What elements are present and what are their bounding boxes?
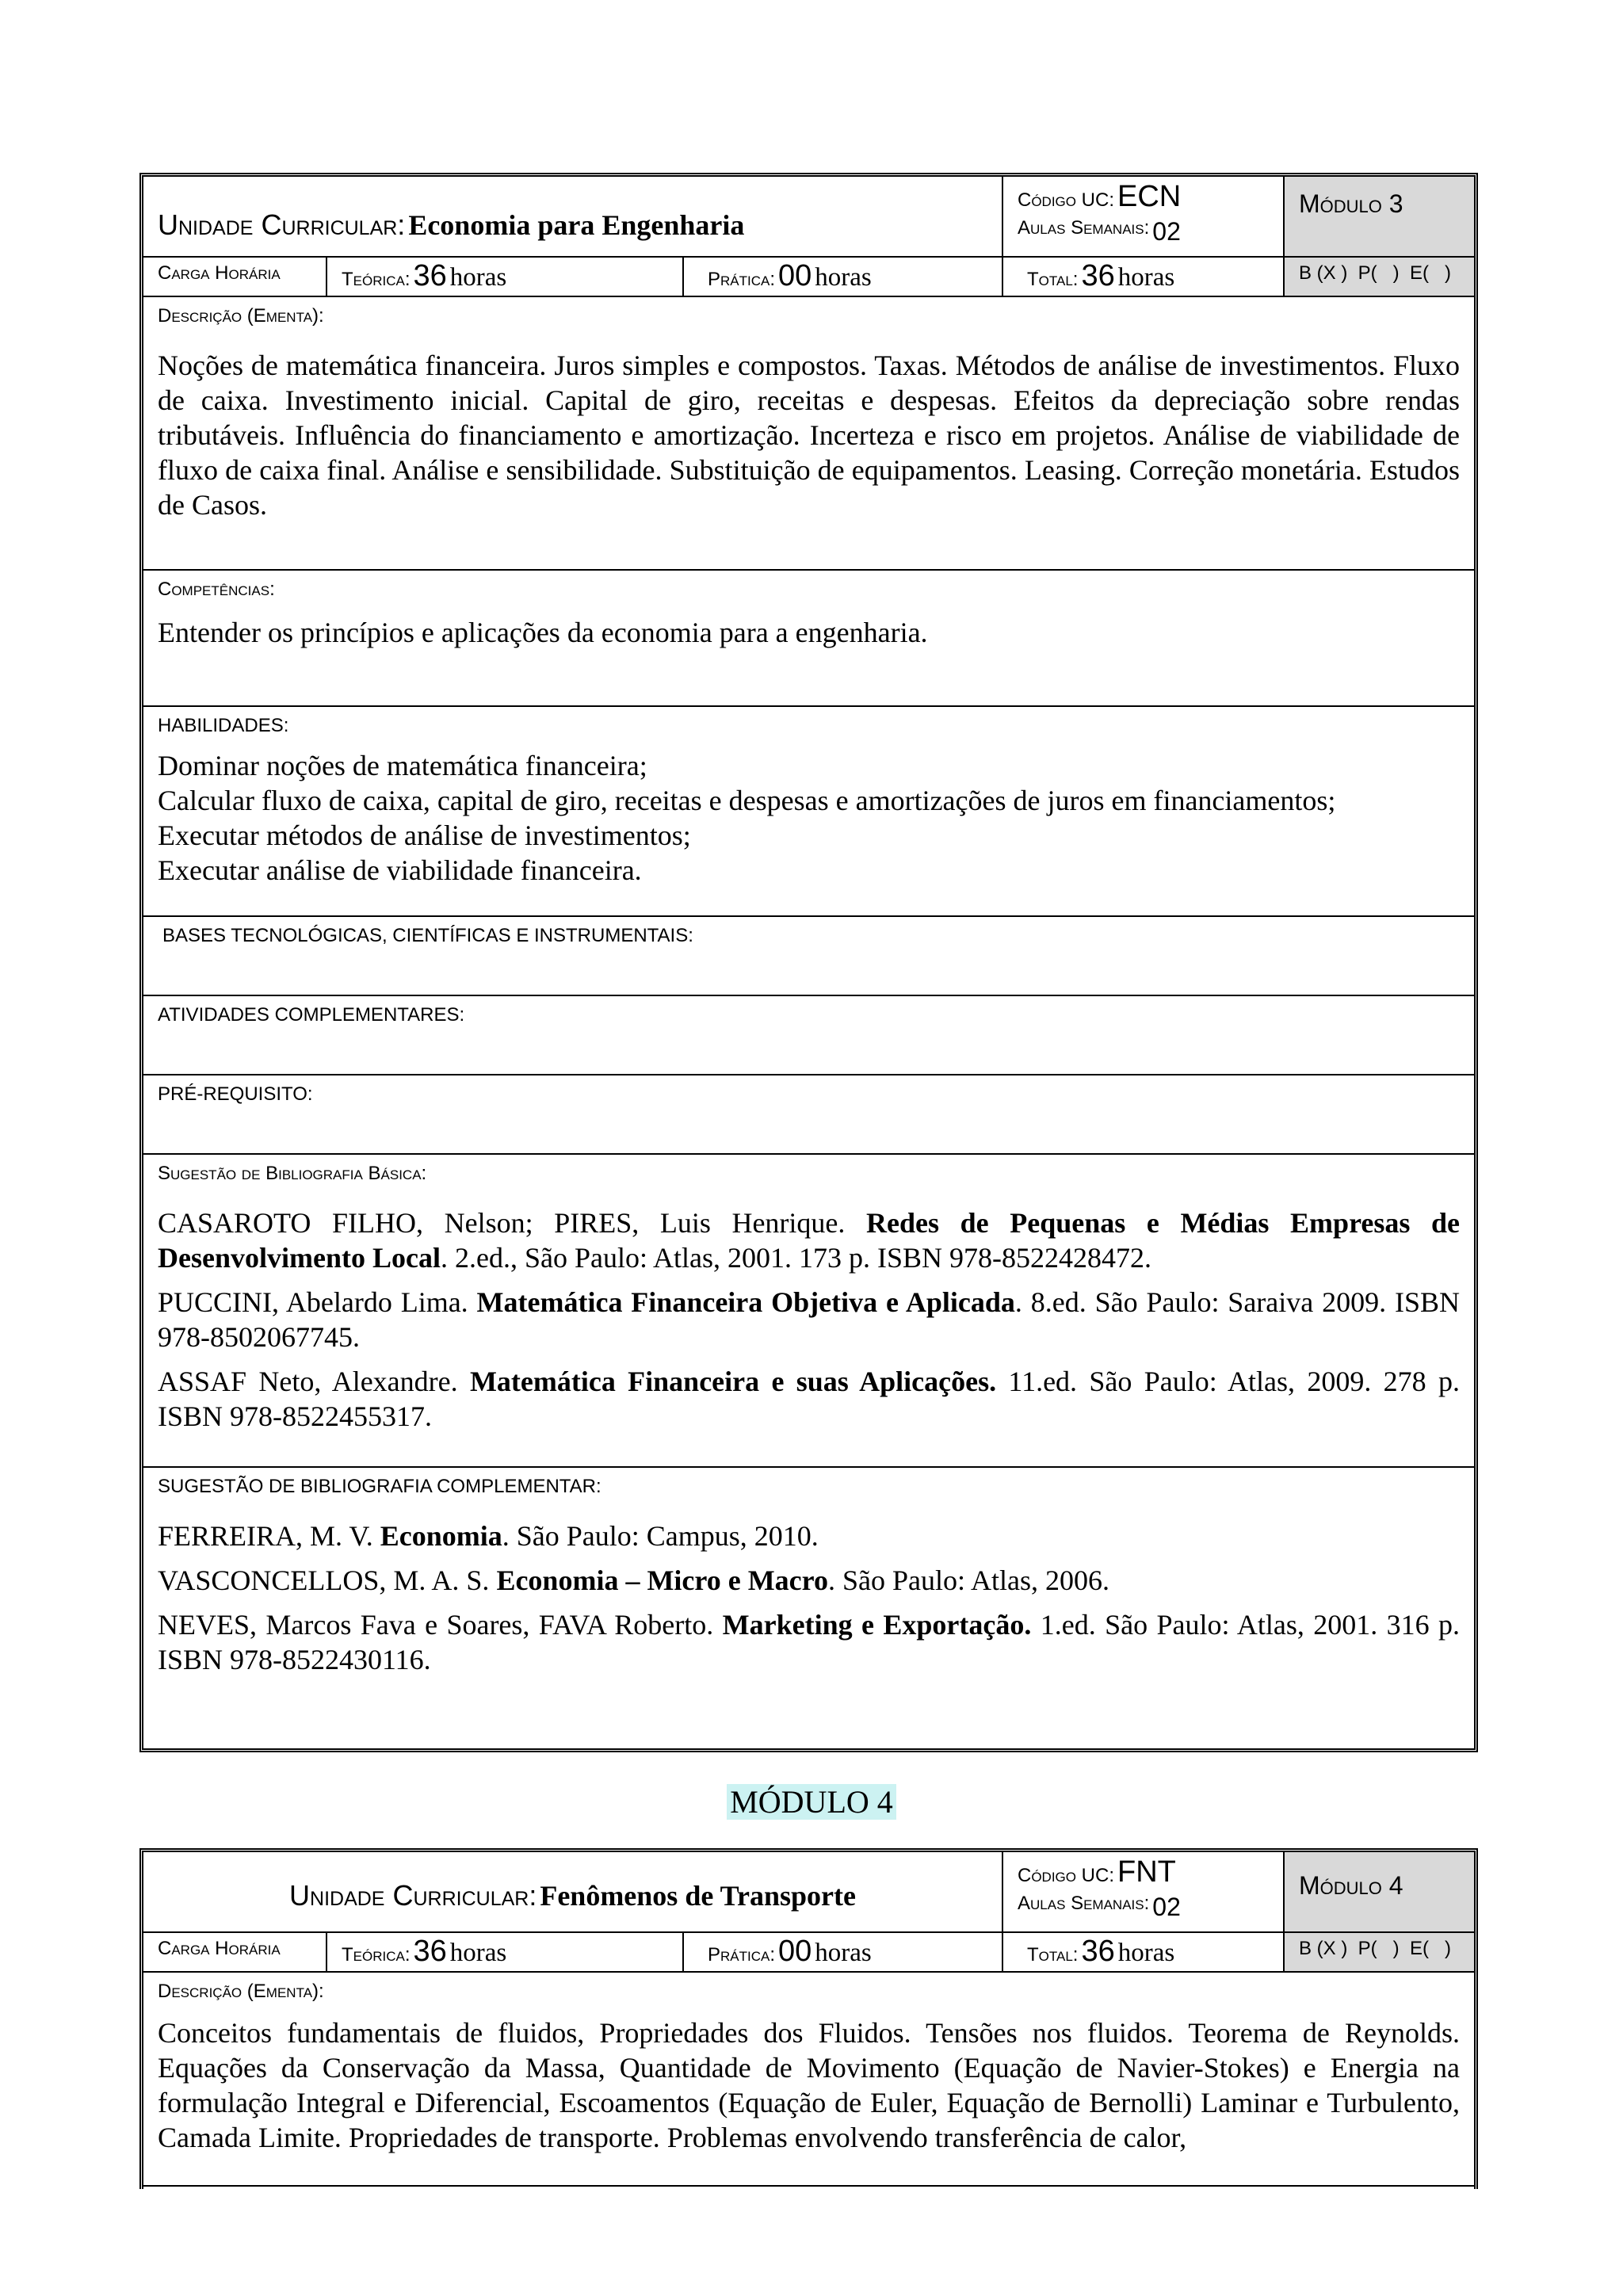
uc-label: Unidade Curricular: [158, 208, 406, 241]
habilidades-list [158, 748, 1460, 888]
total-number: 36 [1081, 259, 1115, 292]
total-cell [1003, 1933, 1285, 1971]
teorica-cell [327, 258, 684, 296]
teorica-number: 36 [413, 1935, 447, 1968]
aulas-label: Aulas Semanais: [1018, 217, 1150, 239]
reference-item: ASSAF Neto, Alexandre. Matemática Financeira e suas Aplicações. 11.ed. São Paulo: Atlas, 2009. 278 p. ISBN 978-8522455317. [158, 1366, 1460, 1432]
descricao-text: Noções de matemática financeira. Juros simples e compostos. Taxas. Métodos de análise de investimentos. Fluxo de caixa. Investimento inicial. Capital de giro, receitas e despesas. Efeitos da depreciação sobre rendas tributáveis. Influência do financiamento e amortização. Incerteza e risco em projetos. Análise de viabilidade de fluxo de caixa final. Análise e sensibilidade. Substituição de equipamentos. Leasing. Correção monetária. Estudos de Casos. [158, 350, 1460, 521]
total-label: Total: [1027, 1944, 1079, 1966]
atividades-section [143, 996, 1474, 1075]
codigo-value: FNT [1117, 1855, 1176, 1889]
bibliografia-complementar-list [158, 1519, 1460, 1677]
bpe-cell [1285, 1933, 1474, 1971]
habilidade-item: Executar análise de viabilidade financeira. [158, 854, 642, 886]
module4-table [139, 1848, 1478, 2189]
bpe-indicator: B (X ) P( ) E( ) [1299, 1938, 1451, 1959]
prerequisito-label: PRÉ-REQUISITO: [158, 1083, 313, 1105]
bibliografia-complementar-section [143, 1468, 1474, 1698]
aulas-label: Aulas Semanais: [1018, 1893, 1150, 1914]
aulas-value: 02 [1152, 1893, 1181, 1921]
pratica-label: Prática: [708, 1944, 776, 1966]
uc-header-row [143, 1852, 1474, 1933]
habilidade-item: Executar métodos de análise de investimentos; [158, 819, 691, 851]
carga-cell [143, 1933, 327, 1971]
total-label: Total: [1027, 269, 1079, 290]
total-unit: horas [1117, 1939, 1175, 1967]
reference-item: NEVES, Marcos Fava e Soares, FAVA Roberto. Marketing e Exportação. 1.ed. São Paulo: Atlas, 2001. 316 p. ISBN 978-8522430116. [158, 1609, 1461, 1675]
teorica-unit: horas [449, 263, 507, 292]
uc-name: Economia para Engenharia [408, 209, 745, 241]
bases-section [143, 917, 1474, 996]
bibliografia-basica-list [158, 1205, 1460, 1434]
habilidade-item: Calcular fluxo de caixa, capital de giro, receitas e despesas e amortizações de juros em financiamentos; [158, 785, 1336, 816]
carga-label: Carga Horária [158, 262, 281, 284]
codigo-label: Código UC: [1018, 189, 1115, 211]
descricao-label: Descrição (Ementa): [158, 305, 324, 327]
module3-table [139, 173, 1478, 1752]
uc-label: Unidade Curricular: [289, 1879, 537, 1912]
uc-title-cell [143, 177, 1003, 256]
codigo-value: ECN [1117, 180, 1182, 213]
total-cell [1003, 258, 1285, 296]
pratica-unit: horas [815, 263, 872, 292]
modulo-label: Módulo 3 [1299, 189, 1403, 218]
habilidades-section [143, 707, 1474, 917]
module4-heading [0, 1783, 1623, 1820]
carga-row [143, 258, 1474, 297]
descricao-text: Conceitos fundamentais de fluidos, Propriedades dos Fluidos. Tensões nos fluidos. Teorema de Reynolds. Equações da Conservação da Massa, Quantidade de Movimento (Equação de Navier-Stokes) e Energia na formulação Integral e Diferencial, Escoamentos (Equação de Euler, Equação de Bernolli) Laminar e Turbulento, Camada Limite. Propriedades de transporte. Problemas envolvendo transferência de calor, [158, 2017, 1460, 2153]
bpe-indicator: B (X ) P( ) E( ) [1299, 262, 1451, 284]
pratica-number: 00 [778, 259, 812, 292]
pratica-unit: horas [815, 1939, 872, 1967]
prerequisito-section [143, 1075, 1474, 1155]
total-unit: horas [1117, 263, 1175, 292]
aulas-value: 02 [1152, 217, 1181, 246]
carga-row [143, 1933, 1474, 1973]
modulo-label: Módulo 4 [1299, 1871, 1403, 1900]
teorica-label: Teórica: [342, 269, 411, 290]
carga-label: Carga Horária [158, 1938, 281, 1959]
uc-code-cell [1003, 1852, 1285, 1931]
bibliografia-basica-section [143, 1155, 1474, 1468]
bases-label: BASES TECNOLÓGICAS, CIENTÍFICAS E INSTRUMENTAIS: [162, 925, 693, 946]
teorica-cell [327, 1933, 684, 1971]
modulo-cell [1285, 177, 1474, 256]
habilidades-label: HABILIDADES: [158, 715, 289, 736]
bibliografia-complementar-label: SUGESTÃO DE BIBLIOGRAFIA COMPLEMENTAR: [158, 1476, 601, 1497]
pratica-number: 00 [778, 1935, 812, 1968]
competencias-label: Competências: [158, 579, 275, 600]
uc-code-cell [1003, 177, 1285, 256]
descricao-section [143, 1973, 1474, 2187]
total-number: 36 [1081, 1935, 1115, 1968]
competencias-section [143, 571, 1474, 707]
teorica-number: 36 [413, 259, 447, 292]
pratica-label: Prática: [708, 269, 776, 290]
bpe-cell [1285, 258, 1474, 296]
reference-item: CASAROTO FILHO, Nelson; PIRES, Luis Henrique. Redes de Pequenas e Médias Empresas de Desenvolvimento Local. 2.ed., São Paulo: Atlas, 2001. 173 p. ISBN 978-8522428472. [158, 1207, 1461, 1274]
modulo-cell [1285, 1852, 1474, 1931]
descricao-section [143, 297, 1474, 571]
descricao-label: Descrição (Ementa): [158, 1981, 324, 2002]
uc-header-row [143, 177, 1474, 258]
reference-item: PUCCINI, Abelardo Lima. Matemática Financeira Objetiva e Aplicada. 8.ed. São Paulo: Saraiva 2009. ISBN 978-8502067745. [158, 1286, 1461, 1353]
pratica-cell [684, 1933, 1003, 1971]
module4-heading-text: MÓDULO 4 [727, 1784, 896, 1820]
codigo-label: Código UC: [1018, 1865, 1115, 1886]
pratica-cell [684, 258, 1003, 296]
uc-name: Fenômenos de Transporte [540, 1880, 856, 1912]
bibliografia-basica-label: Sugestão de Bibliografia Básica: [158, 1163, 427, 1184]
carga-cell [143, 258, 327, 296]
teorica-label: Teórica: [342, 1944, 411, 1966]
competencias-text: Entender os princípios e aplicações da economia para a engenharia. [158, 617, 928, 648]
teorica-unit: horas [449, 1939, 507, 1967]
habilidade-item: Dominar noções de matemática financeira; [158, 750, 647, 781]
reference-item: FERREIRA, M. V. Economia. São Paulo: Campus, 2010. [158, 1520, 819, 1552]
atividades-label: ATIVIDADES COMPLEMENTARES: [158, 1004, 465, 1026]
uc-title-cell [143, 1852, 1003, 1931]
reference-item: VASCONCELLOS, M. A. S. Economia – Micro e Macro. São Paulo: Atlas, 2006. [158, 1564, 1110, 1596]
